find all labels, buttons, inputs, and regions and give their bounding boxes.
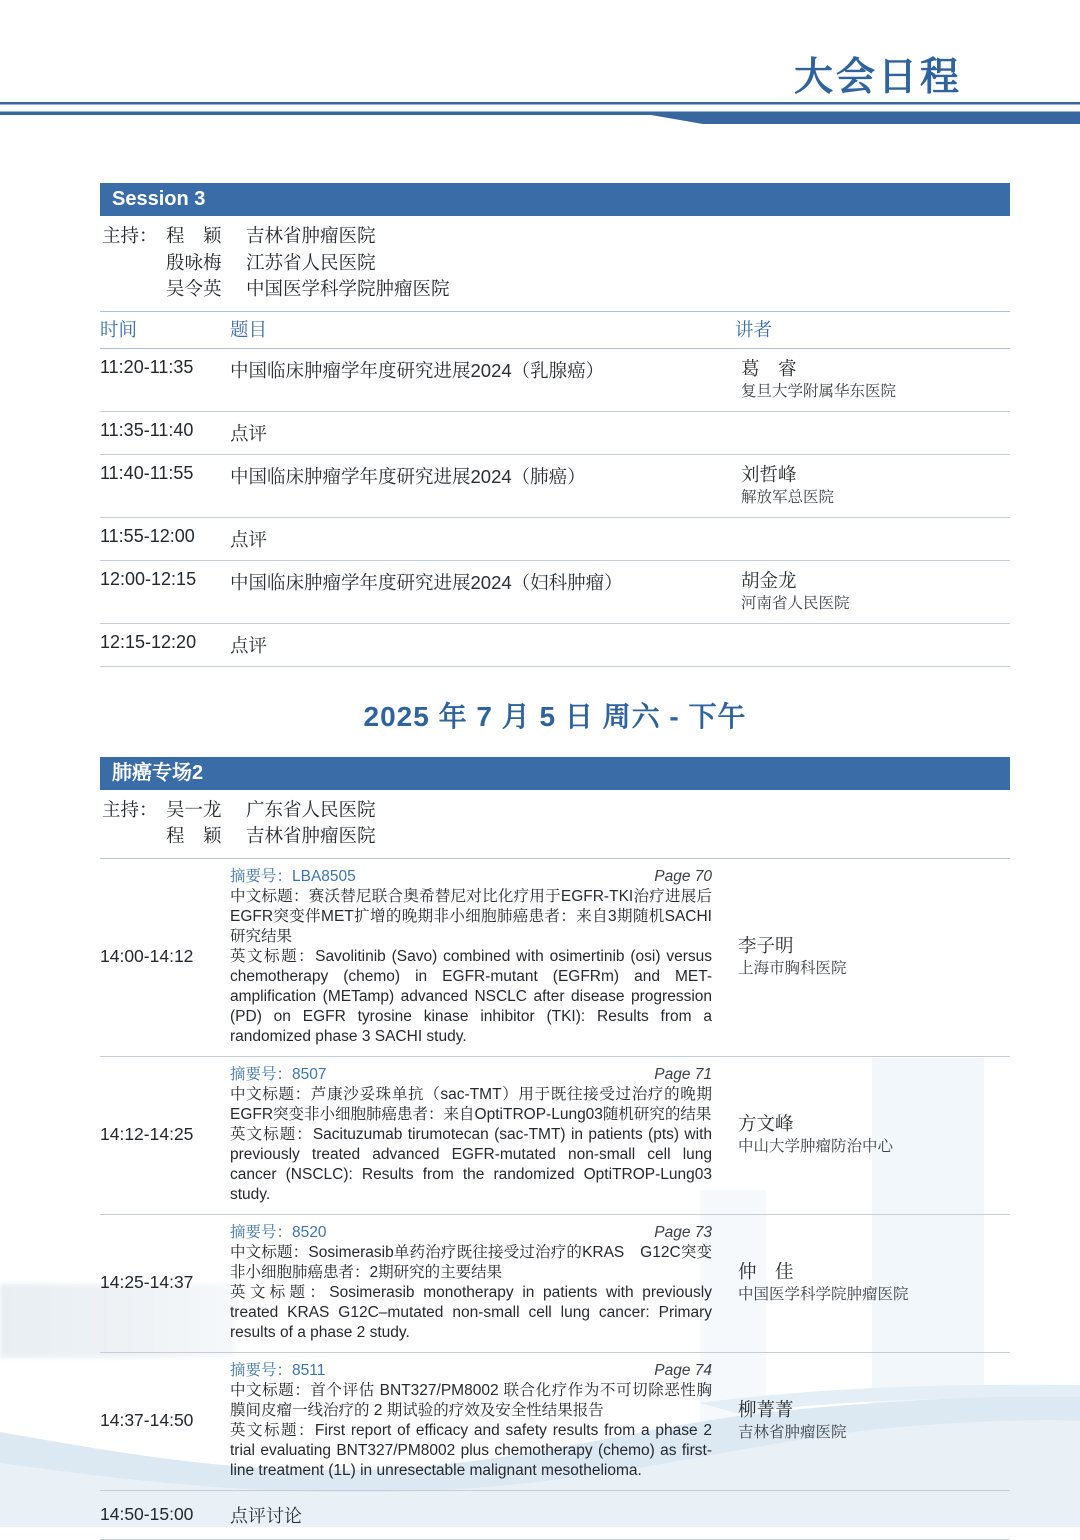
abstract-row bbox=[100, 1353, 1010, 1491]
session3-chair-list bbox=[166, 223, 450, 303]
time-cell: 12:00-12:15 bbox=[100, 568, 197, 589]
chinese-title: 中文标题：Sosimerasib单药治疗既往接受过治疗的KRAS G12C突变非小细胞肺癌患者：2期研究的主要结果 bbox=[230, 1243, 712, 1281]
chair-row bbox=[166, 276, 450, 303]
table-row bbox=[100, 455, 1010, 518]
lung-session-title: 肺癌专场2 bbox=[112, 761, 204, 784]
abstract-row bbox=[100, 859, 1010, 1057]
chair-name: 程 颖 bbox=[166, 225, 222, 246]
table-row bbox=[100, 518, 1010, 561]
topic-cell: 点评 bbox=[230, 634, 268, 656]
lung-session-header-bar bbox=[100, 757, 1010, 790]
abstract-number: 摘要号：8520 bbox=[230, 1223, 327, 1241]
speaker-cell bbox=[735, 357, 1010, 403]
chair-affiliation: 中国医学科学院肿瘤医院 bbox=[246, 278, 450, 299]
column-header-time: 时间 bbox=[100, 318, 138, 340]
topic-cell: 点评 bbox=[230, 528, 268, 550]
abstract-cell bbox=[230, 1361, 712, 1481]
speaker-cell bbox=[712, 1065, 1010, 1205]
chair-affiliation: 吉林省肿瘤医院 bbox=[246, 225, 376, 246]
abstract-number: 摘要号：LBA8505 bbox=[230, 867, 356, 885]
speaker-affiliation: 复旦大学附属华东医院 bbox=[741, 382, 897, 400]
lung-session-schedule-table bbox=[100, 858, 1010, 1540]
speaker-cell bbox=[712, 1223, 1010, 1343]
speaker-name: 刘哲峰 bbox=[741, 463, 797, 485]
time-cell: 11:20-11:35 bbox=[100, 356, 194, 377]
abstract-header bbox=[230, 1361, 712, 1381]
chair-row bbox=[166, 797, 376, 824]
abstract-row bbox=[100, 1057, 1010, 1215]
table-row bbox=[100, 412, 1010, 455]
table-row bbox=[100, 624, 1010, 667]
topic-cell: 点评 bbox=[230, 422, 268, 444]
chair-affiliation: 吉林省肿瘤医院 bbox=[246, 825, 376, 846]
abstract-cell bbox=[230, 1065, 712, 1205]
speaker-cell bbox=[735, 526, 1010, 552]
chair-row bbox=[166, 223, 450, 250]
table-row bbox=[100, 349, 1010, 412]
time-cell: 11:55-12:00 bbox=[100, 525, 195, 546]
speaker-affiliation: 中国医学科学院肿瘤医院 bbox=[738, 1285, 909, 1303]
abstract-header bbox=[230, 1065, 712, 1085]
speaker-name: 柳菁菁 bbox=[738, 1398, 794, 1420]
topic-cell: 中国临床肿瘤学年度研究进展2024（妇科肿瘤） bbox=[230, 571, 623, 593]
time-cell: 14:12-14:25 bbox=[100, 1124, 194, 1144]
chairs-label: 主持： bbox=[102, 225, 158, 246]
english-title: 英文标题：Sacituzumab tirumotecan (sac-TMT) in patients (pts) with previously treated advanced EGFR-mutated non-small cell lung cancer (NSCLC): Results from the randomized OptiTROP-Lung03 study. bbox=[230, 1125, 712, 1203]
english-title: 英文标题：Savolitinib (Savo) combined with osimertinib (osi) versus chemotherapy (chemo) in EGFR-mutant (EGFRm) and MET-amplification (METamp) advanced NSCLC after disease progression (PD) on EGFR tyrosine kinase inhibitor (TKI): Results from a randomized phase 3 SACHI study. bbox=[230, 947, 712, 1045]
speaker-cell bbox=[735, 569, 1010, 615]
english-title: 英文标题：First report of efficacy and safety results from a phase 2 trial evaluating BNT327/PM8002 plus chemotherapy (chemo) as first-line treatment (1L) in unresectable malignant mesothelioma. bbox=[230, 1421, 712, 1479]
chair-row bbox=[166, 250, 450, 277]
discussion-row bbox=[100, 1491, 1010, 1540]
speaker-affiliation: 吉林省肿瘤医院 bbox=[738, 1423, 847, 1441]
chinese-title: 中文标题：首个评估 BNT327/PM8002 联合化疗作为不可切除恶性胸膜间皮瘤一线治疗的 2 期试验的疗效及安全性结果报告 bbox=[230, 1381, 712, 1419]
page-reference: Page 74 bbox=[654, 1361, 712, 1379]
time-cell: 11:35-11:40 bbox=[100, 419, 194, 440]
session3-chairs bbox=[102, 223, 1010, 303]
abstract-header bbox=[230, 1223, 712, 1243]
speaker-name: 胡金龙 bbox=[741, 569, 797, 591]
speaker-cell bbox=[735, 420, 1010, 446]
chinese-title: 中文标题：赛沃替尼联合奥希替尼对比化疗用于EGFR-TKI治疗进展后EGFR突变伴MET扩增的晚期非小细胞肺癌患者：来自3期随机SACHI研究结果 bbox=[230, 887, 712, 945]
page-reference: Page 71 bbox=[654, 1065, 712, 1083]
column-header-topic: 题目 bbox=[230, 318, 268, 340]
speaker-cell bbox=[712, 867, 1010, 1047]
speaker-affiliation: 河南省人民医院 bbox=[741, 594, 850, 612]
speaker-name: 葛 睿 bbox=[741, 357, 797, 379]
table-row bbox=[100, 561, 1010, 624]
abstract-cell bbox=[230, 867, 712, 1047]
abstract-number: 摘要号：8507 bbox=[230, 1065, 327, 1083]
lung-session-chairs bbox=[102, 797, 1010, 850]
time-cell: 14:25-14:37 bbox=[100, 1272, 194, 1292]
chair-name: 吴一龙 bbox=[166, 798, 222, 820]
time-cell: 14:37-14:50 bbox=[100, 1410, 194, 1430]
abstract-number: 摘要号：8511 bbox=[230, 1361, 326, 1379]
speaker-affiliation: 上海市胸科医院 bbox=[738, 959, 847, 977]
speaker-cell bbox=[735, 632, 1010, 658]
time-cell: 11:40-11:55 bbox=[100, 462, 194, 483]
time-cell: 14:00-14:12 bbox=[100, 946, 194, 966]
chair-name: 程 颖 bbox=[166, 825, 222, 846]
speaker-name: 李子明 bbox=[738, 934, 794, 956]
english-title: 英文标题：Sosimerasib monotherapy in patients with previously treated KRAS G12C–mutated non-small cell lung cancer: Primary results of a phase 2 study. bbox=[230, 1283, 712, 1341]
abstract-row bbox=[100, 1215, 1010, 1353]
session3-header-bar bbox=[100, 183, 1010, 216]
page-title: 大会日程 bbox=[793, 56, 962, 99]
chair-name: 殷咏梅 bbox=[166, 251, 222, 273]
session3-title: Session 3 bbox=[112, 188, 206, 210]
page-reference: Page 73 bbox=[654, 1223, 712, 1241]
table-header-row bbox=[100, 311, 1010, 349]
speaker-affiliation: 解放军总医院 bbox=[741, 488, 835, 506]
page-reference: Page 70 bbox=[654, 867, 712, 885]
chair-name: 吴令英 bbox=[166, 278, 222, 299]
abstract-header bbox=[230, 867, 712, 887]
chinese-title: 中文标题：芦康沙妥珠单抗（sac-TMT）用于既往接受过治疗的晚期EGFR突变非小细胞肺癌患者：来自OptiTROP-Lung03随机研究的结果 bbox=[230, 1085, 712, 1123]
chair-affiliation: 江苏省人民医院 bbox=[246, 251, 376, 273]
speaker-affiliation: 中山大学肿瘤防治中心 bbox=[738, 1137, 894, 1155]
column-header-speaker: 讲者 bbox=[735, 318, 773, 340]
lung-session-chair-list bbox=[166, 797, 376, 850]
topic-cell: 点评讨论 bbox=[230, 1505, 302, 1526]
abstract-cell bbox=[230, 1223, 712, 1343]
date-heading: 2025 年 7 月 5 日 周六 - 下午 bbox=[363, 700, 747, 732]
chair-affiliation: 广东省人民医院 bbox=[246, 798, 376, 820]
speaker-name: 仲 佳 bbox=[738, 1260, 794, 1282]
chairs-label: 主持： bbox=[102, 798, 158, 820]
speaker-cell bbox=[712, 1502, 1010, 1528]
speaker-name: 方文峰 bbox=[738, 1112, 794, 1134]
topic-cell: 中国临床肿瘤学年度研究进展2024（乳腺癌） bbox=[230, 359, 605, 381]
speaker-cell bbox=[712, 1361, 1010, 1481]
time-cell: 12:15-12:20 bbox=[100, 631, 197, 652]
speaker-cell bbox=[735, 463, 1010, 509]
topic-cell: 中国临床肿瘤学年度研究进展2024（肺癌） bbox=[230, 465, 586, 487]
session3-schedule-table bbox=[100, 311, 1010, 667]
chair-row bbox=[166, 823, 376, 850]
time-cell: 14:50-15:00 bbox=[100, 1504, 194, 1524]
